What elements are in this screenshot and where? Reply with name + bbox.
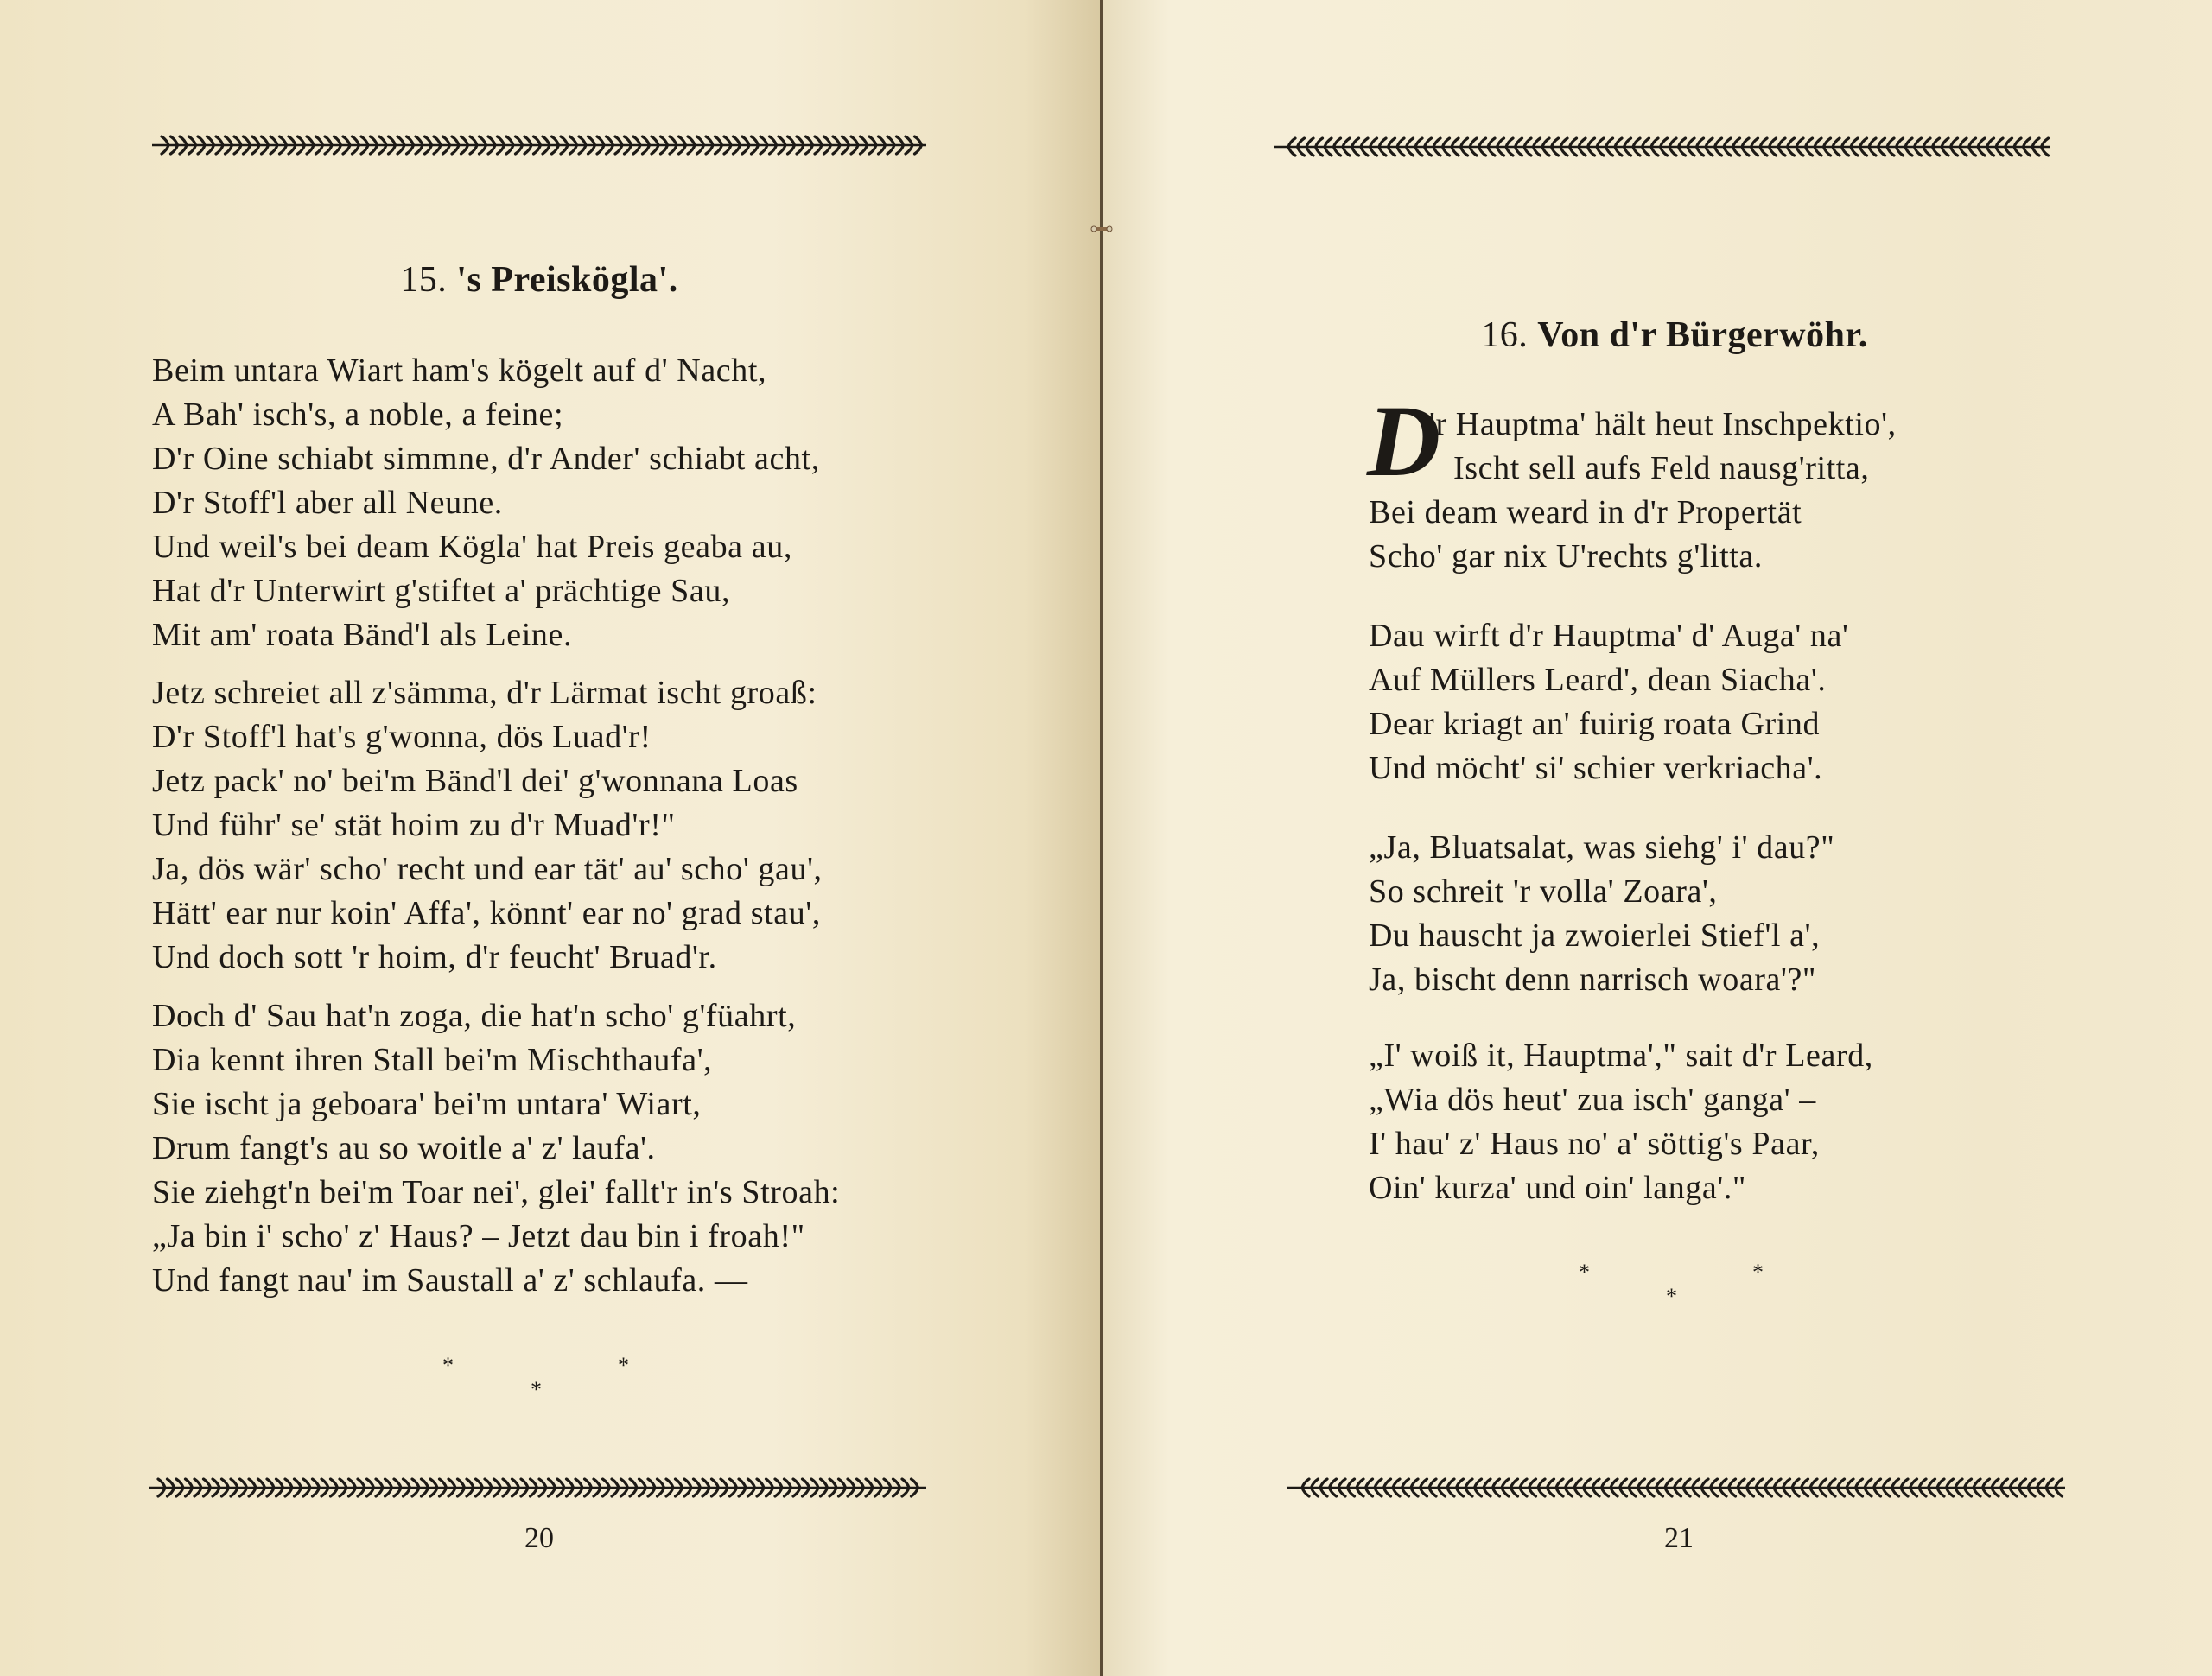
verse-line: 'r Hauptma' hält heut Inschpektio',: [1429, 406, 1897, 442]
verse-line: Und möcht' si' schier verkriacha'.: [1369, 750, 1823, 786]
asterism-star: *: [1579, 1260, 1590, 1285]
verse-line: D'r Stoff'l hat's g'wonna, dös Luad'r!: [152, 719, 652, 755]
verse-line: Ja, bischt denn narrisch woara'?": [1369, 962, 1817, 998]
asterism-star: *: [1752, 1260, 1764, 1285]
verse-line: Du hauscht ja zwoierlei Stief'l a',: [1369, 917, 1821, 954]
verse-line: Drum fangt's au so woitle a' z' laufa'.: [152, 1130, 656, 1166]
top-ornamental-rule-left: [152, 133, 926, 157]
right-page: [1103, 0, 2212, 1676]
stanza-1: [1369, 403, 1897, 579]
verse-line: Ischt sell aufs Feld nausg'ritta,: [1453, 450, 1870, 486]
verse-line: Dau wirft d'r Hauptma' d' Auga' na': [1369, 618, 1849, 654]
verse-line: Und weil's bei deam Kögla' hat Preis geaba au,: [152, 529, 792, 565]
verse-line: I' hau' z' Haus no' a' söttig's Paar,: [1369, 1126, 1820, 1162]
binding-staple: [1090, 225, 1113, 233]
poem-title-text: 's Preiskögla'.: [456, 260, 678, 300]
drop-cap: D: [1367, 384, 1441, 498]
verse-line: Auf Müllers Leard', dean Siacha'.: [1369, 662, 1827, 698]
asterism-star: *: [618, 1353, 629, 1378]
verse-line: Beim untara Wiart ham's kögelt auf d' Nacht,: [152, 352, 767, 389]
poem-number: 15.: [400, 260, 448, 300]
verse-line: Bei deam weard in d'r Propertät: [1369, 494, 1802, 530]
asterism-star: *: [531, 1377, 542, 1402]
verse-line: Jetz pack' no' bei'm Bänd'l dei' g'wonnana Loas: [152, 763, 798, 799]
bottom-ornamental-rule-left: [149, 1476, 926, 1500]
verse-line: Dia kennt ihren Stall bei'm Mischthaufa',: [152, 1042, 713, 1078]
stanza-2: [152, 671, 823, 980]
verse-line: Und fangt nau' im Saustall a' z' schlaufa. —: [152, 1262, 748, 1298]
stanza-1: [152, 349, 820, 657]
page-number: 20: [524, 1522, 554, 1554]
verse-line: D'r Stoff'l aber all Neune.: [152, 485, 503, 521]
verse-line: Und doch sott 'r hoim, d'r feucht' Bruad'r.: [152, 939, 717, 975]
asterism-star: *: [1666, 1284, 1677, 1309]
stanza-2: [1369, 614, 1848, 790]
stanza-3: [1369, 826, 1834, 1002]
verse-line: So schreit 'r volla' Zoara',: [1369, 873, 1718, 910]
verse-line: Oin' kurza' und oin' langa'.": [1369, 1170, 1747, 1206]
verse-line: Mit am' roata Bänd'l als Leine.: [152, 617, 573, 653]
poem-title-text: Von d'r Bürgerwöhr.: [1537, 315, 1868, 355]
verse-line: Hat d'r Unterwirt g'stiftet a' prächtige Sau,: [152, 573, 731, 609]
verse-line: Sie ischt ja geboara' bei'm untara' Wiart,: [152, 1086, 702, 1122]
poem-number: 16.: [1481, 315, 1529, 355]
stanza-4: [1369, 1034, 1873, 1210]
verse-line: „Ja, Bluatsalat, was siehg' i' dau?": [1369, 829, 1835, 866]
verse-line: „Wia dös heut' zua isch' ganga' –: [1369, 1082, 1816, 1118]
verse-line: Scho' gar nix U'rechts g'litta.: [1369, 538, 1763, 575]
bottom-ornamental-rule-right: [1287, 1476, 2065, 1500]
verse-line: D'r Oine schiabt simmne, d'r Ander' schiabt acht,: [152, 441, 820, 477]
verse-line: Doch d' Sau hat'n zoga, die hat'n scho' g'füahrt,: [152, 998, 797, 1034]
verse-line: A Bah' isch's, a noble, a feine;: [152, 397, 564, 433]
asterism-star: *: [442, 1353, 454, 1378]
verse-line: „Ja bin i' scho' z' Haus? – Jetzt dau bin i froah!": [152, 1218, 805, 1254]
poem-title-15: [400, 259, 677, 301]
book-spine: [1100, 0, 1103, 1676]
verse-line: Hätt' ear nur koin' Affa', könnt' ear no' grad stau',: [152, 895, 821, 931]
poem-title-16: [1481, 314, 1868, 356]
verse-line: Sie ziehgt'n bei'm Toar nei', glei' fallt'r in's Stroah:: [152, 1174, 841, 1210]
verse-line: Und führ' se' stät hoim zu d'r Muad'r!": [152, 807, 676, 843]
left-page: [0, 0, 1101, 1676]
stanza-3: [152, 994, 840, 1303]
page-number: 21: [1664, 1522, 1694, 1554]
verse-line: „I' woiß it, Hauptma'," sait d'r Leard,: [1369, 1038, 1873, 1074]
verse-line: Dear kriagt an' fuirig roata Grind: [1369, 706, 1821, 742]
verse-line: Jetz schreiet all z'sämma, d'r Lärmat ischt groaß:: [152, 675, 817, 711]
top-ornamental-rule-right: [1274, 135, 2050, 159]
verse-line: Ja, dös wär' scho' recht und ear tät' au' scho' gau',: [152, 851, 823, 887]
